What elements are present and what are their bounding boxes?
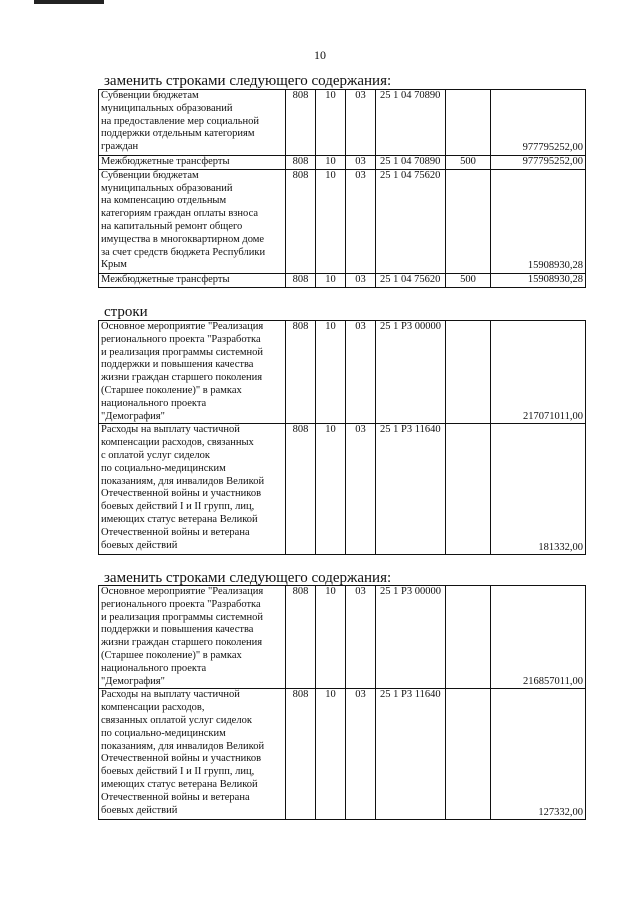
row-subsection: 03: [346, 90, 376, 156]
row-section: 10: [316, 169, 346, 273]
section-heading: строки: [104, 304, 148, 320]
row-subsection: 03: [346, 424, 376, 555]
row-section: 10: [316, 424, 346, 555]
row-name: Межбюджетные трансферты: [99, 273, 286, 287]
row-section: 10: [316, 586, 346, 689]
row-section: 10: [316, 273, 346, 287]
row-amount: 977795252,00: [491, 156, 586, 170]
row-grbs: 808: [286, 689, 316, 820]
row-amount: 15908930,28: [491, 169, 586, 273]
table-row: [99, 90, 586, 156]
row-target-item: 25 1 P3 00000: [376, 321, 446, 424]
row-section: 10: [316, 90, 346, 156]
table-row: [99, 156, 586, 170]
row-expense-type: [446, 321, 491, 424]
page-number: 10: [314, 48, 326, 62]
row-subsection: 03: [346, 273, 376, 287]
row-target-item: 25 1 04 75620: [376, 273, 446, 287]
row-amount: 15908930,28: [491, 273, 586, 287]
row-section: 10: [316, 689, 346, 820]
row-name: Расходы на выплату частичной компенсации расходов, связанных с оплатой услуг сиделок по социально-медицинским показаниям, для инвалидов Великой Отечественной войны и участников боевых действий I и II групп, лиц, имеющих статус ветерана Великой Отечественной войны и ветерана боевых действий: [99, 424, 286, 555]
budget-table: [98, 89, 586, 288]
row-target-item: 25 1 P3 11640: [376, 689, 446, 820]
row-name: Основное мероприятие "Реализация регионального проекта "Разработка и реализация программы системной поддержки и повышения качества жизни граждан старшего поколения (Старшее поколение)" в рамках национального проекта "Демография": [99, 321, 286, 424]
table-row: [99, 273, 586, 287]
row-amount: 181332,00: [491, 424, 586, 555]
section-heading: заменить строками следующего содержания:: [104, 570, 392, 586]
row-grbs: 808: [286, 273, 316, 287]
row-amount: 977795252,00: [491, 90, 586, 156]
corner-mark: [34, 0, 104, 4]
row-expense-type: 500: [446, 156, 491, 170]
table-row: [99, 321, 586, 424]
row-grbs: 808: [286, 90, 316, 156]
row-name: Расходы на выплату частичной компенсации расходов, связанных оплатой услуг сиделок по социально-медицинским показаниям, для инвалидов Великой Отечественной войны и участников боевых действий I и II групп, лиц, имеющих статус ветерана Великой Отечественной войны и ветерана боевых действий: [99, 689, 286, 820]
budget-table: [98, 320, 586, 555]
table-row: [99, 424, 586, 555]
row-subsection: 03: [346, 586, 376, 689]
row-subsection: 03: [346, 321, 376, 424]
row-section: 10: [316, 321, 346, 424]
row-section: 10: [316, 156, 346, 170]
table-row: [99, 586, 586, 689]
row-grbs: 808: [286, 156, 316, 170]
row-grbs: 808: [286, 424, 316, 555]
row-name: Субвенции бюджетам муниципальных образований на компенсацию отдельным категориям граждан оплаты взноса на капитальный ремонт общего имущества в многоквартирном доме за счет средств бюджета Республики Крым: [99, 169, 286, 273]
section-heading: заменить строками следующего содержания:: [104, 73, 392, 89]
row-expense-type: [446, 586, 491, 689]
row-subsection: 03: [346, 169, 376, 273]
row-target-item: 25 1 04 75620: [376, 169, 446, 273]
row-amount: 217071011,00: [491, 321, 586, 424]
row-name: Межбюджетные трансферты: [99, 156, 286, 170]
row-expense-type: [446, 90, 491, 156]
row-name: Основное мероприятие "Реализация регионального проекта "Разработка и реализация программы системной поддержки и повышения качества жизни граждан старшего поколения (Старшее поколение)" в рамках национального проекта "Демография": [99, 586, 286, 689]
table-row: [99, 169, 586, 273]
row-subsection: 03: [346, 689, 376, 820]
row-subsection: 03: [346, 156, 376, 170]
row-grbs: 808: [286, 169, 316, 273]
row-expense-type: [446, 169, 491, 273]
row-grbs: 808: [286, 321, 316, 424]
row-expense-type: 500: [446, 273, 491, 287]
table-row: [99, 689, 586, 820]
row-target-item: 25 1 04 70890: [376, 156, 446, 170]
row-grbs: 808: [286, 586, 316, 689]
row-name: Субвенции бюджетам муниципальных образований на предоставление мер социальной поддержки отдельным категориям граждан: [99, 90, 286, 156]
row-expense-type: [446, 424, 491, 555]
row-expense-type: [446, 689, 491, 820]
row-target-item: 25 1 P3 00000: [376, 586, 446, 689]
row-amount: 216857011,00: [491, 586, 586, 689]
row-target-item: 25 1 P3 11640: [376, 424, 446, 555]
row-amount: 127332,00: [491, 689, 586, 820]
budget-table: [98, 585, 586, 820]
row-target-item: 25 1 04 70890: [376, 90, 446, 156]
